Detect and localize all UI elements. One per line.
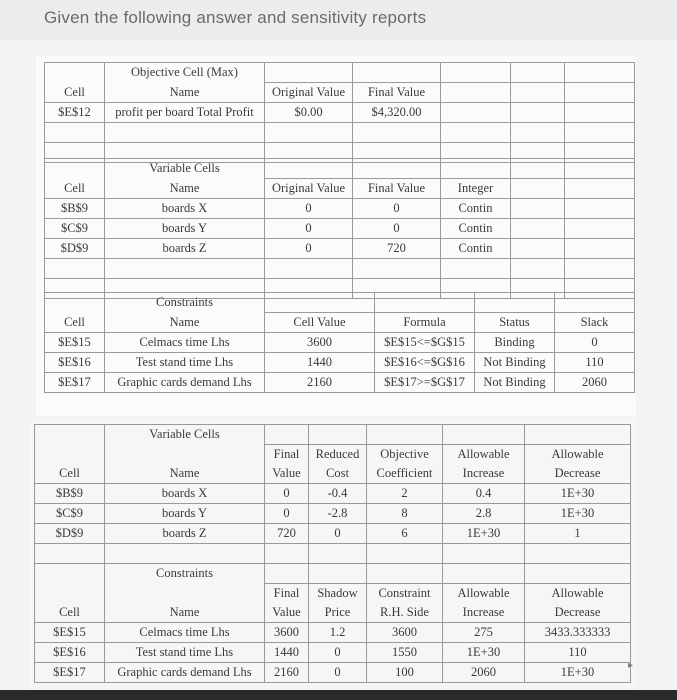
answer-constraints-table [44,292,635,393]
header-integer: Integer [441,179,511,199]
section-label: Constraints [105,293,265,313]
table-row: $E$15 Celmacs time Lhs 3600 1.2 3600 275 3433.333333 [35,623,631,643]
header-cell: Cell [45,313,105,333]
section-label: Variable Cells [105,425,265,445]
answer-variable-cells-table [44,158,635,299]
table-row: $C$9 boards Y 0 -2.8 8 2.8 1E+30 [35,504,631,524]
header-original-value: Original Value [265,179,353,199]
table-row: $E$17 Graphic cards demand Lhs 2160 0 100 2060 1E+30 [35,663,631,683]
table-row: $E$16 Test stand time Lhs 1440 $E$16<=$G$16 Not Binding 110 [45,353,635,373]
header-status: Status [475,313,555,333]
section-label: Objective Cell (Max) [105,63,265,83]
header-name: Name [105,464,265,484]
header-formula: Formula [375,313,475,333]
header-name: Name [105,313,265,333]
header-name: Name [105,83,265,103]
header-name: Name [105,603,265,623]
table-row: $E$12 profit per board Total Profit $0.00 $4,320.00 [45,103,635,123]
header-final-value: Final Value [353,179,441,199]
table-row: $E$17 Graphic cards demand Lhs 2160 $E$17>=$G$17 Not Binding 2060 [45,373,635,393]
header-final-value: Final Value [353,83,441,103]
bottom-edge [0,690,677,700]
header-original-value: Original Value [265,83,353,103]
table-row: $D$9 boards Z 720 0 6 1E+30 1 [35,524,631,544]
objective-cell-table [44,62,635,163]
sensitivity-constraints-table: Constraints Final Shadow Constraint Allowable Allowable Cell Name Value Price R.H. Side Increase Decrease $E$15 Celmacs time Lhs 3600 1.2 3600 275 3433.333333 $E$16 Test stand time Lhs 1440 0 1550 1E+30 110 $E$17 Graphic cards demand Lhs 2160 0 100 2060 1E+30 [34,563,631,683]
table-row: $E$16 Test stand time Lhs 1440 0 1550 1E+30 110 [35,643,631,663]
header-cell-value: Cell Value [265,313,375,333]
header-cell: Cell [35,603,105,623]
table-row: $E$15 Celmacs time Lhs 3600 $E$15<=$G$15 Binding 0 [45,333,635,353]
sensitivity-variable-cells-table: Variable Cells Final Reduced Objective Allowable Allowable Cell Name Value Cost Coefficient Increase Decrease $B$9 boards X 0 -0.4 2 0.4 1E+30 $C$9 boards Y 0 -2.8 8 2.8 1E+30 $D$9 boards Z 720 0 6 1E+30 1 [34,424,631,564]
header-slack: Slack [555,313,635,333]
header-strip [0,0,677,40]
header-name: Name [105,179,265,199]
header-cell: Cell [45,179,105,199]
table-row: $B$9 boards X 0 0 Contin [45,199,635,219]
header-cell: Cell [35,464,105,484]
table-row: $D$9 boards Z 0 720 Contin [45,239,635,259]
question-heading: Given the following answer and sensitivity reports [44,8,427,27]
caret-right-icon: ▸ [628,660,634,671]
section-label: Constraints [105,564,265,584]
header-cell: Cell [45,83,105,103]
section-label: Variable Cells [105,159,265,179]
table-row: $C$9 boards Y 0 0 Contin [45,219,635,239]
table-row: $B$9 boards X 0 -0.4 2 0.4 1E+30 [35,484,631,504]
